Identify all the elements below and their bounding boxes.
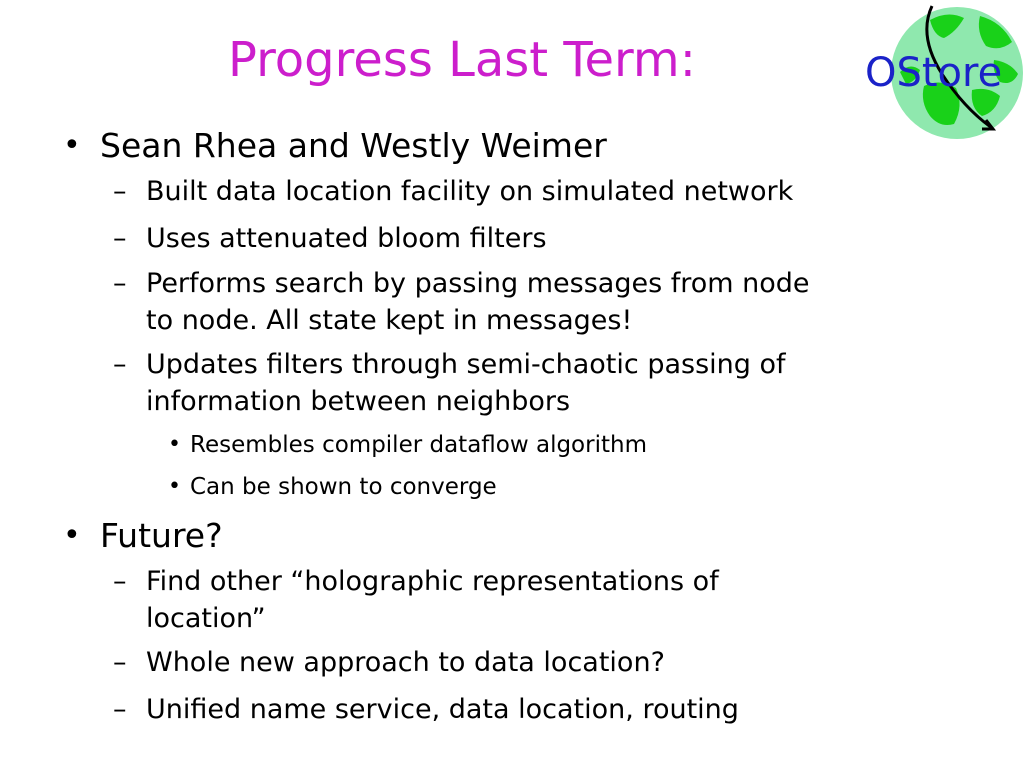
bullet-dot: • (168, 432, 181, 457)
bullet-level2: Performs search by passing messages from node (146, 268, 810, 299)
bullet-dot: • (63, 518, 81, 553)
ostore-logo (860, 2, 1024, 142)
bullet-level3: Can be shown to converge (190, 474, 497, 500)
dash-marker: – (113, 647, 127, 678)
dash-marker: – (113, 694, 127, 725)
dash-marker: – (113, 349, 127, 380)
bullet-level2: Built data location facility on simulated network (146, 176, 794, 207)
slide-title: Progress Last Term: (228, 32, 696, 88)
logo-text: OStore (865, 50, 1003, 96)
bullet-level2-continuation: to node. All state kept in messages! (146, 305, 633, 336)
bullet-level1: Future? (100, 516, 223, 555)
dash-marker: – (113, 566, 127, 597)
bullet-level2: Find other “holographic representations of (146, 566, 719, 597)
bullet-level2-continuation: information between neighbors (146, 386, 571, 417)
bullet-dot: • (168, 474, 181, 499)
dash-marker: – (113, 268, 127, 299)
bullet-level2: Updates filters through semi-chaotic passing of (146, 349, 786, 380)
bullet-level3: Resembles compiler dataflow algorithm (190, 432, 647, 458)
bullet-dot: • (63, 128, 81, 163)
dash-marker: – (113, 223, 127, 254)
bullet-level2: Whole new approach to data location? (146, 647, 665, 678)
bullet-level1: Sean Rhea and Westly Weimer (100, 126, 607, 165)
dash-marker: – (113, 176, 127, 207)
bullet-level2-continuation: location” (146, 603, 266, 634)
bullet-level2: Unified name service, data location, routing (146, 694, 739, 725)
bullet-level2: Uses attenuated bloom filters (146, 223, 547, 254)
